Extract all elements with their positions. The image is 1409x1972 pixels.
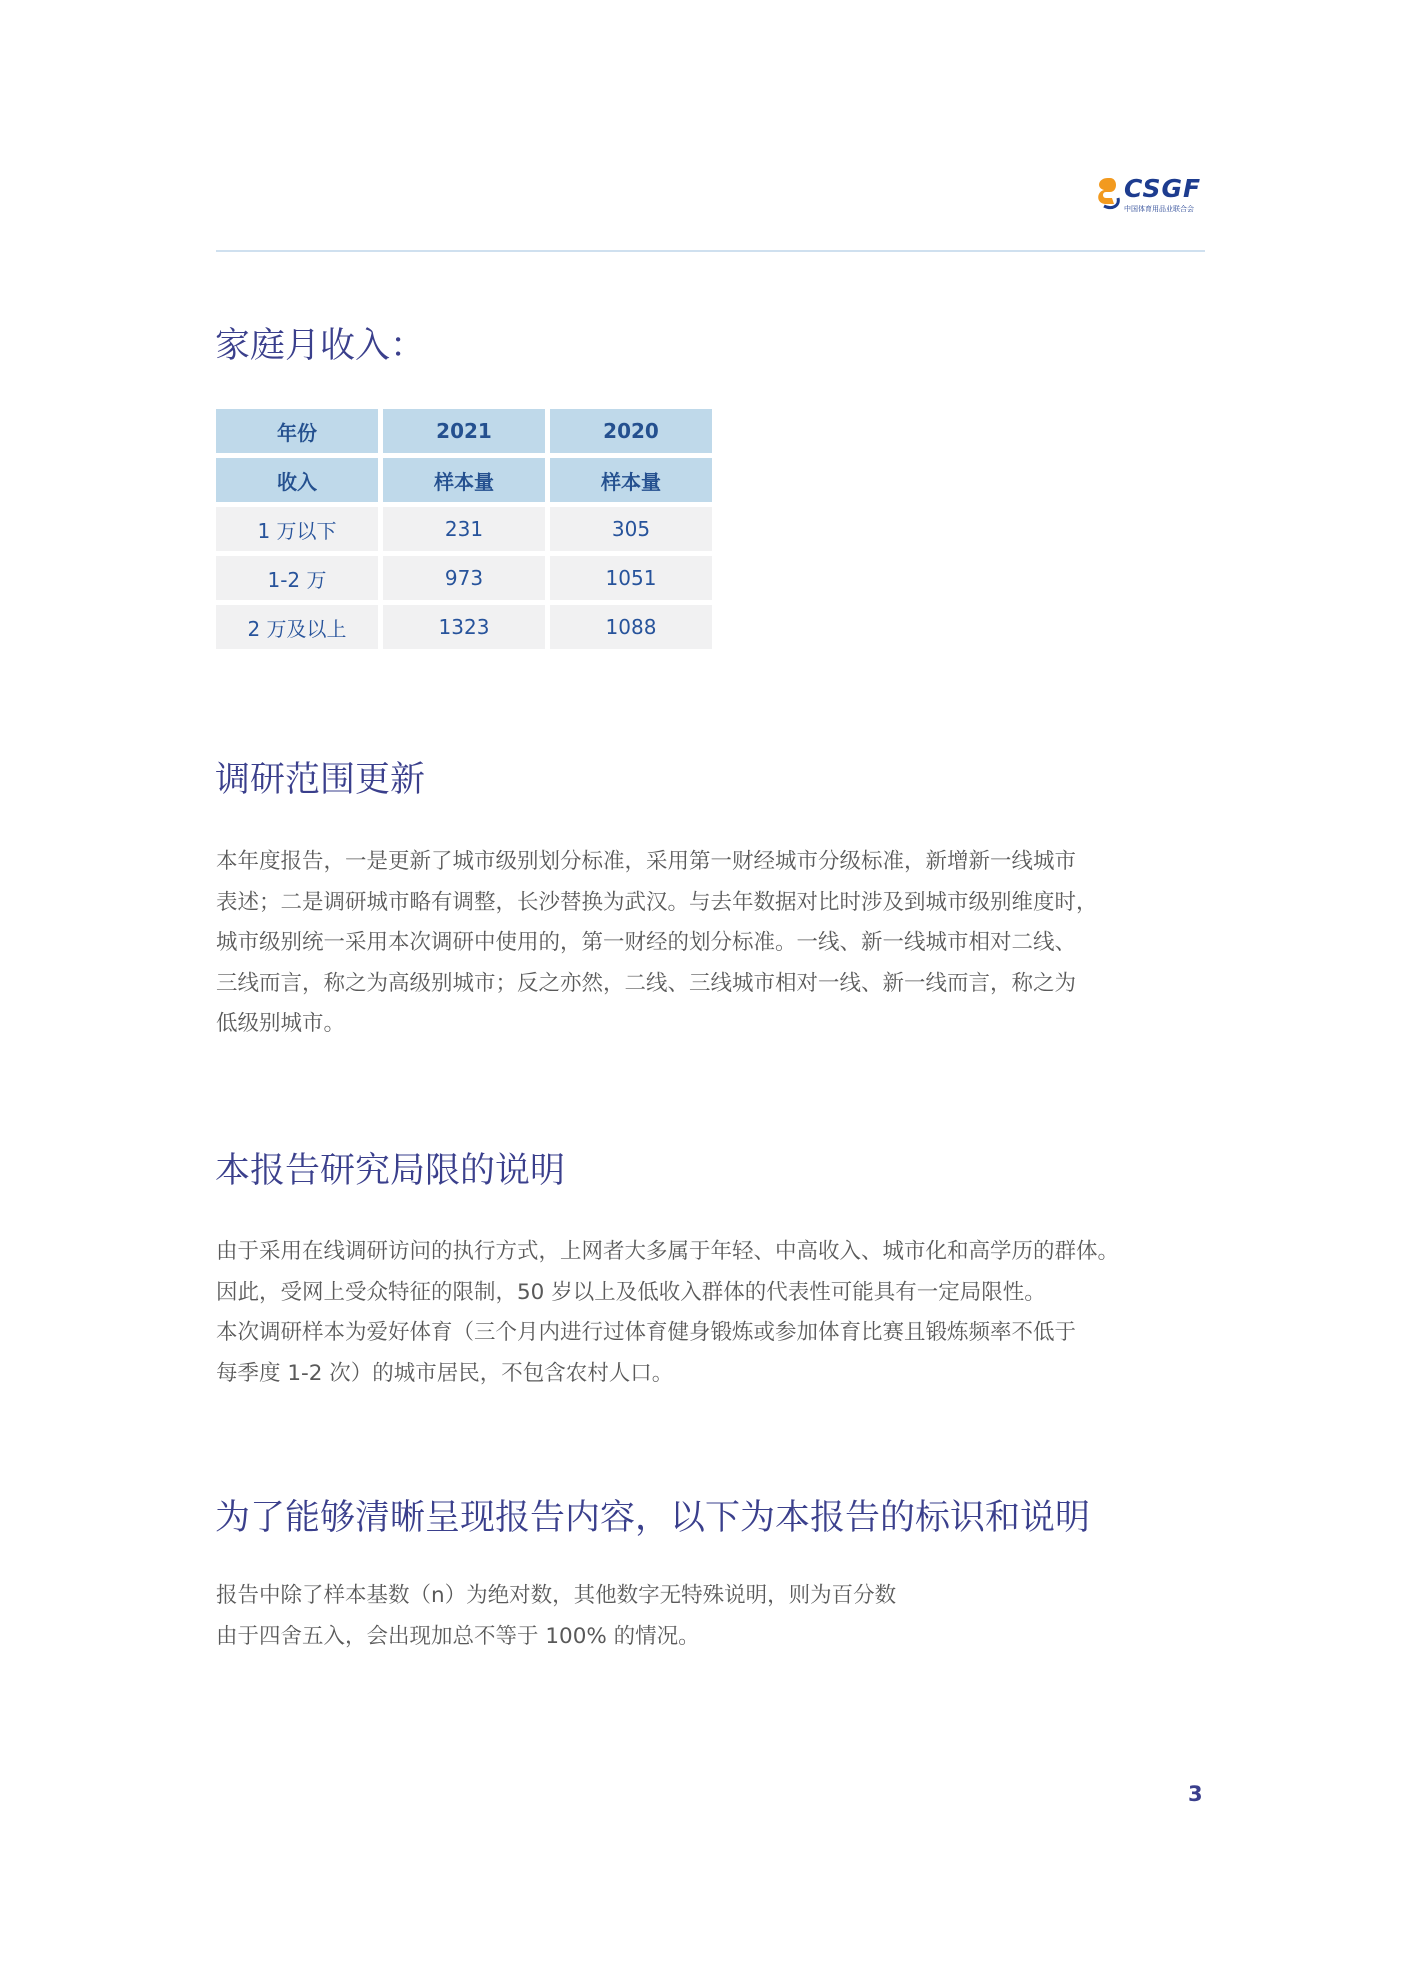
table-header-cell: 收入 [216,458,378,502]
table-header-cell: 年份 [216,409,378,453]
scope-heading: 调研范围更新 [215,760,426,800]
scope-paragraph [216,842,1206,1045]
header-divider [216,250,1205,252]
table-header-cell: 样本量 [550,458,712,502]
notation-heading: 为了能够清晰呈现报告内容，以下为本报告的标识和说明 [215,1498,1091,1538]
limits-heading: 本报告研究局限的说明 [215,1151,566,1191]
paragraph-line: 因此，受网上受众特征的限制，50 岁以上及低收入群体的代表性可能具有一定局限性。 [216,1279,1046,1305]
table-cell: 1-2 万 [216,556,378,600]
table-header-row [216,409,712,453]
paragraph-line: 本年度报告，一是更新了城市级别划分标准，采用第一财经城市分级标准，新增新一线城市 [216,849,1077,874]
table-cell: 1 万以下 [216,507,378,551]
table-cell: 231 [383,507,545,551]
limits-paragraph [216,1232,1206,1394]
paragraph-line: 三线而言，称之为高级别城市；反之亦然，二线、三线城市相对一线、新一线而言，称之为 [216,970,1077,996]
table-header-cell: 2020 [550,409,712,453]
paragraph-line: 本次调研样本为爱好体育（三个月内进行过体育健身锻炼或参加体育比赛且锻炼频率不低于 [216,1320,1077,1345]
notation-paragraph [216,1576,1206,1657]
table-header-cell: 2021 [383,409,545,453]
table-cell: 1323 [383,605,545,649]
paragraph-line: 每季度 1-2 次）的城市居民，不包含农村人口。 [216,1360,674,1386]
table-header-row [216,458,712,502]
table-cell: 973 [383,556,545,600]
paragraph-line: 城市级别统一采用本次调研中使用的，第一财经的划分标准。一线、新一线城市相对二线、 [216,930,1077,955]
table-cell: 2 万及以上 [216,605,378,649]
table-cell: 1088 [550,605,712,649]
table-row [216,556,712,600]
income-heading: 家庭月收入： [215,326,426,366]
paragraph-line: 报告中除了样本基数（n）为绝对数，其他数字无特殊说明，则为百分数 [216,1583,897,1608]
paragraph-line: 由于四舍五入，会出现加总不等于 100% 的情况。 [216,1623,700,1649]
page-number: 3 [1188,1782,1203,1806]
logo-text: CSGF [1124,174,1202,203]
table-header-cell: 样本量 [383,458,545,502]
table-row [216,605,712,649]
table-cell: 1051 [550,556,712,600]
table-row [216,507,712,551]
income-table [211,404,717,654]
paragraph-line: 表述；二是调研城市略有调整，长沙替换为武汉。与去年数据对比时涉及到城市级别维度时， [216,889,1098,915]
paragraph-line: 由于采用在线调研访问的执行方式，上网者大多属于年轻、中高收入、城市化和高学历的群体。 [216,1239,1120,1264]
paragraph-line: 低级别城市。 [216,1011,346,1036]
logo-subtext: 中国体育用品业联合会 [1124,205,1194,213]
table-cell: 305 [550,507,712,551]
